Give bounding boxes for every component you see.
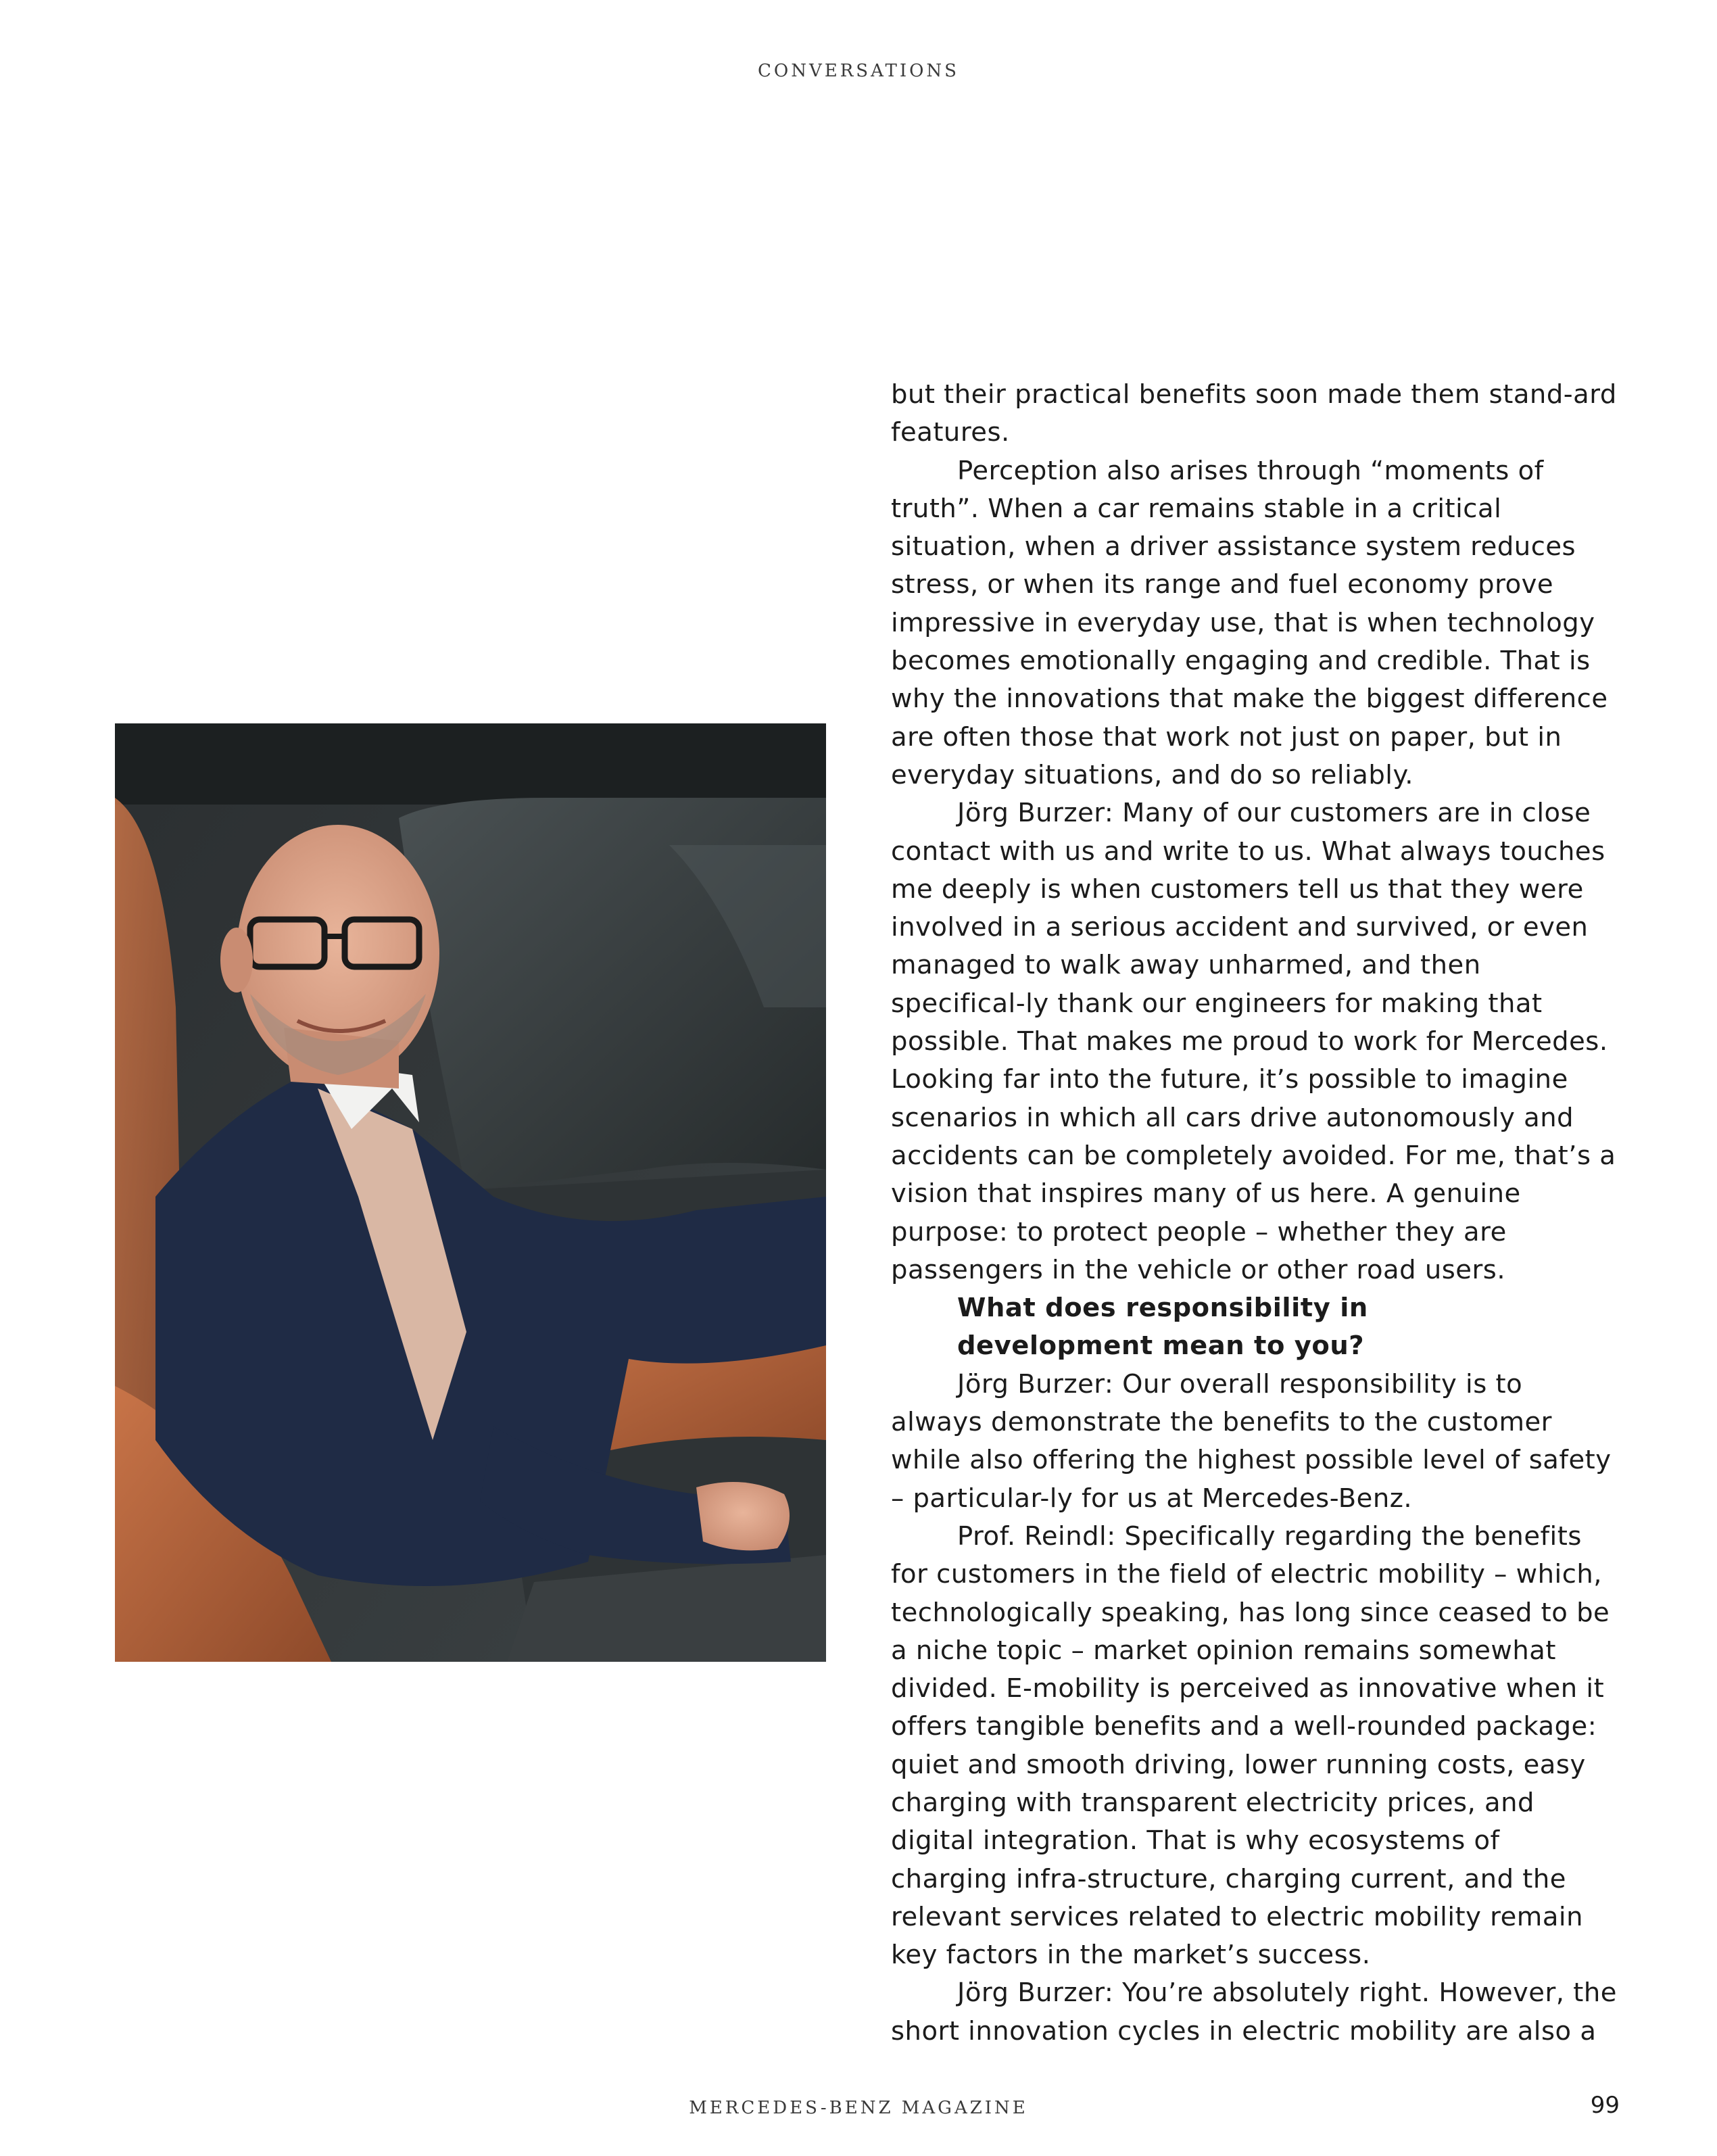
- page-number: 99: [1590, 2092, 1620, 2119]
- portrait-photo: [115, 723, 826, 1662]
- article-paragraph: Jörg Burzer: Our overall responsibility is to always demonstrate the benefits to the customer while also offering the highest possible level of safety – particular-ly for us at Mercedes-Benz.: [891, 1368, 1612, 1514]
- article-paragraph: Jörg Burzer: Many of our customers are in close contact with us and write to us. What always touches me deeply is when customers tell us that they were involved in a serious accident and survived, or even managed to walk away unharmed, and then specifical-ly thank our engineers for making that possible. That makes me proud to work for Mercedes. Looking far into the future, it’s possible to imagine scenarios in which all cars drive autonomously and accidents can be completely avoided. For me, that’s a vision that inspires many of us here. A genuine purpose: to protect people – whether they are passengers in the vehicle or other road users.: [891, 798, 1616, 1285]
- article-paragraph: Jörg Burzer: You’re absolutely right. However, the short innovation cycles in electric mobility are also a: [891, 1978, 1617, 2046]
- article-paragraph: Prof. Reindl: Specifically regarding the benefits for customers in the field of electric mobility – which, technologically speaking, has long since ceased to be a niche topic – market opinion remains somewhat divided. E-mobility is perceived as innovative when it offers tangible benefits and a well-rounded package: quiet and smooth driving, lower running costs, easy charging with transparent electricity prices, and digital integration. That is why ecosystems of charging infra-structure, charging current, and the relevant services related to electric mobility remain key factors in the market’s success.: [891, 1520, 1610, 1971]
- interview-question: What does responsibility in development mean to you?: [957, 1293, 1368, 1362]
- article-paragraph-continuation: but their practical benefits soon made them stand-ard features.: [891, 379, 1617, 448]
- footer-publication-name: MERCEDES-BENZ MAGAZINE: [689, 2098, 1028, 2118]
- article-paragraph: Perception also arises through “moments of truth”. When a car remains stable in a critical situation, when a driver assistance system reduces stress, or when its range and fuel economy prove impressive in everyday use, that is when technology becomes emotionally engaging and credible. That is why the innovations that make the biggest difference are often those that work not just on paper, but in everyday situations, and do so reliably.: [891, 455, 1608, 790]
- running-head-section: CONVERSATIONS: [758, 61, 959, 81]
- article-body: [891, 376, 1621, 2051]
- portrait-illustration: [115, 723, 826, 1662]
